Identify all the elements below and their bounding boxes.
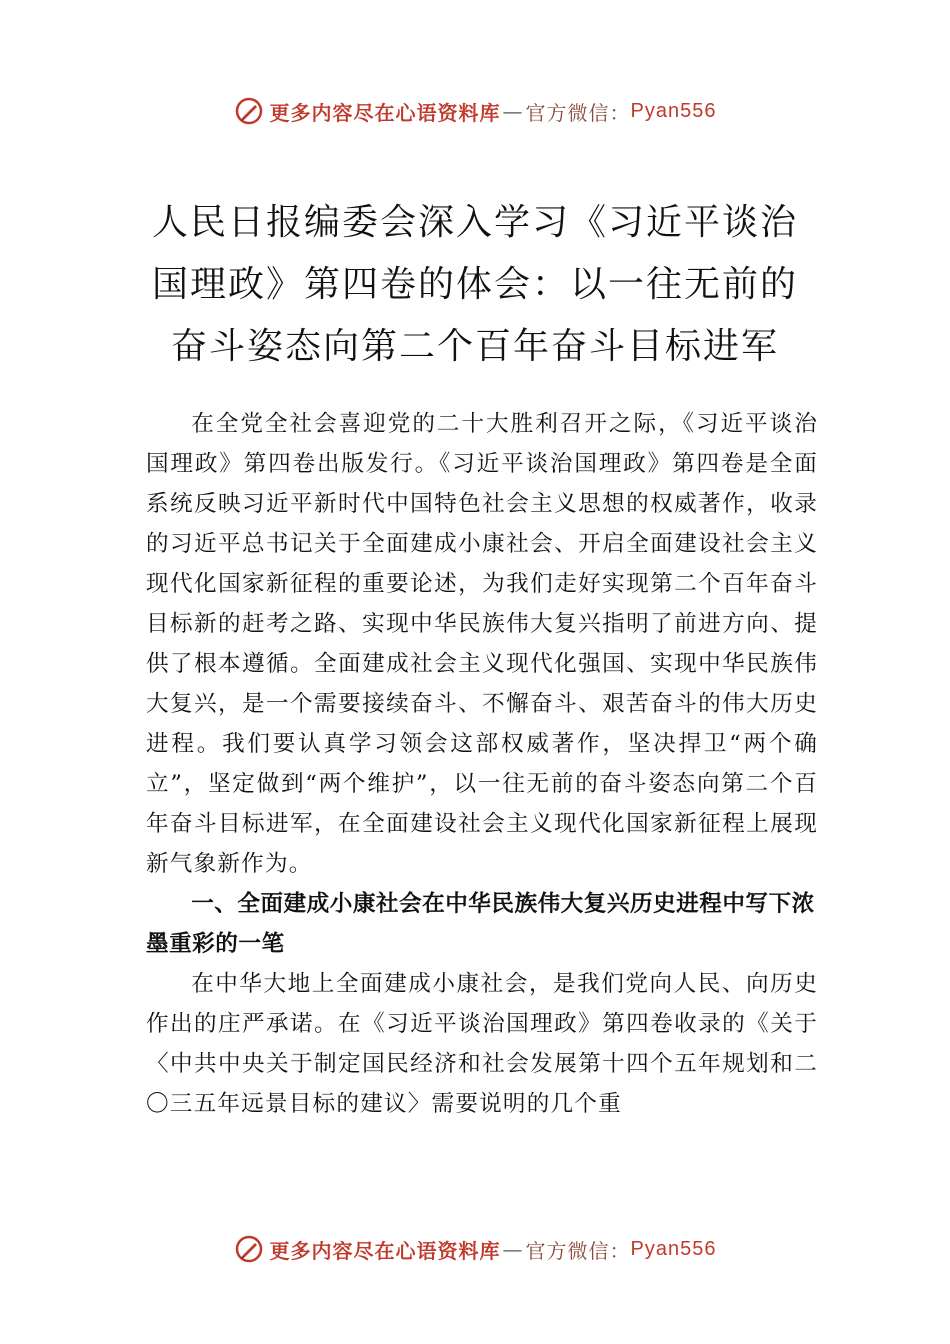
header-banner [0, 96, 950, 126]
banner-separator: — [502, 1237, 524, 1261]
paragraph-section-1: 在中华大地上全面建成小康社会，是我们党向人民、向历史作出的庄严承诺。在《习近平谈治国理政》第四卷收录的《关于〈中共中央关于制定国民经济和社会发展第十四个五年规划和二〇三五年远景目标的建议〉需要说明的几个重 [146, 971, 818, 1117]
banner-brand: 更多内容尽在心语资料库 [269, 1238, 501, 1263]
pen-logo-icon [234, 1234, 264, 1264]
banner-wechat-id: Pyan556 [630, 1237, 717, 1260]
document-title: 人民日报编委会深入学习《习近平谈治国理政》第四卷的体会：以一往无前的奋斗姿态向第二个百年奋斗目标进军 [151, 202, 798, 367]
pen-logo-icon [234, 96, 264, 126]
footer-banner [0, 1234, 950, 1264]
paragraph-intro: 在全党全社会喜迎党的二十大胜利召开之际，《习近平谈治国理政》第四卷出版发行。《习近平谈治国理政》第四卷是全面系统反映习近平新时代中国特色社会主义思想的权威著作，收录的习近平总书记关于全面建成小康社会、开启全面建设社会主义现代化国家新征程的重要论述，为我们走好实现第二个百年奋斗目标新的赶考之路、实现中华民族伟大复兴指明了前进方向、提供了根本遵循。全面建成社会主义现代化强国、实现中华民族伟大复兴，是一个需要接续奋斗、不懈奋斗、艰苦奋斗的伟大历史进程。我们要认真学习领会这部权威著作，坚决捍卫“两个确立”，坚定做到“两个维护”，以一往无前的奋斗姿态向第二个百年奋斗目标进军，在全面建设社会主义现代化国家新征程上展现新气象新作为。 [146, 411, 818, 877]
document-body [146, 404, 818, 1124]
banner-wechat-label: 官方微信： [525, 100, 631, 125]
banner-brand: 更多内容尽在心语资料库 [269, 100, 501, 125]
banner-wechat-label: 官方微信： [525, 1238, 631, 1263]
section-heading-1: 一、全面建成小康社会在中华民族伟大复兴历史进程中写下浓墨重彩的一笔 [146, 891, 815, 957]
banner-wechat-id: Pyan556 [630, 99, 717, 122]
banner-separator: — [502, 99, 524, 123]
